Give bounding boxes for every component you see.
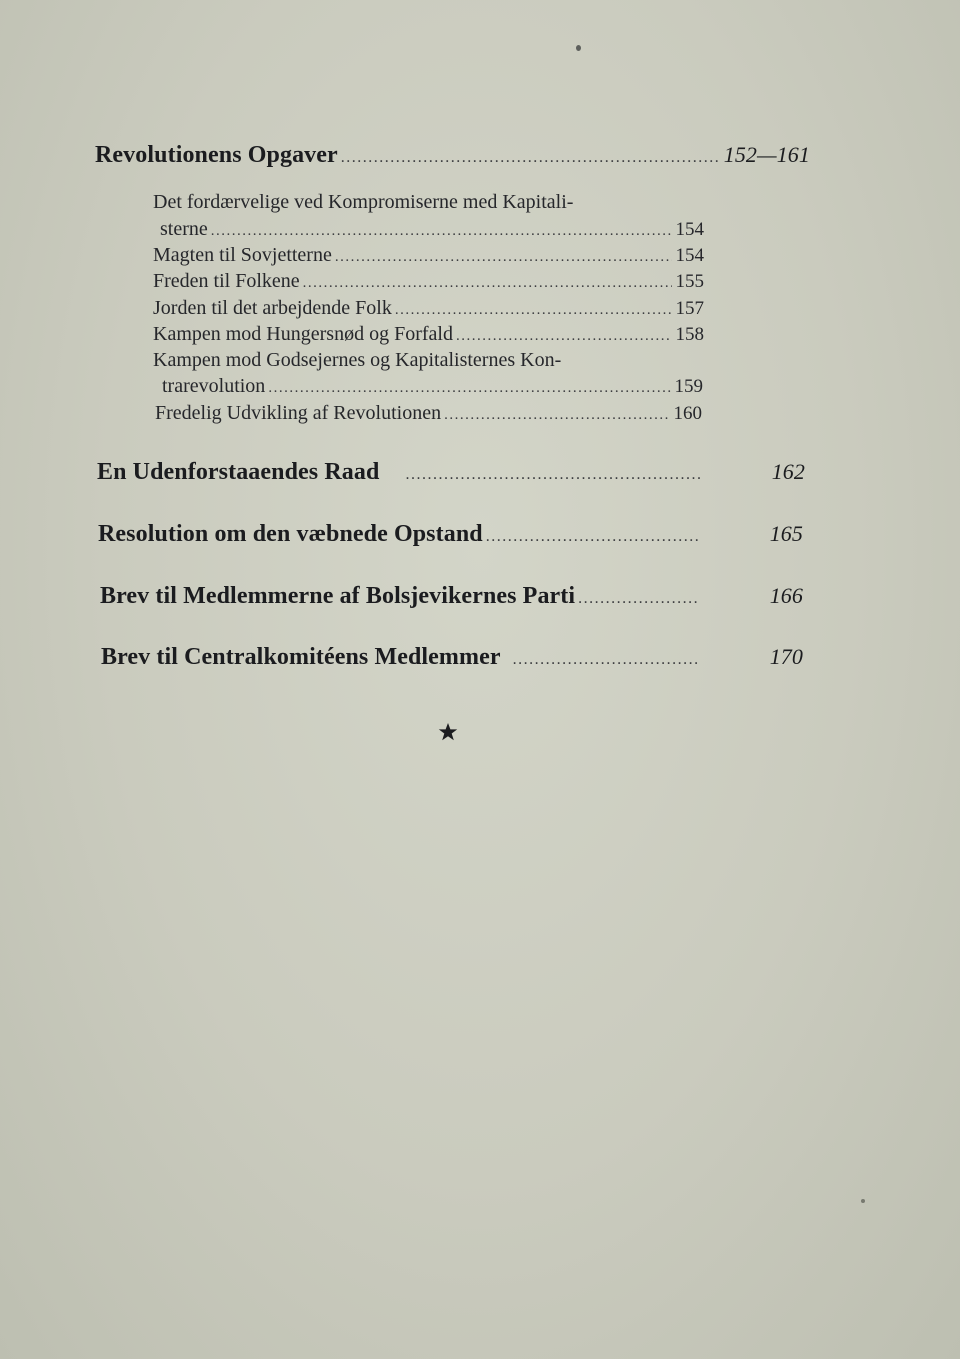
toc-subentry-kontrarevolution[interactable] [162, 375, 703, 398]
toc-subentry-kontrarevolution-line1: Kampen mod Godsejernes og Kapitalisternes Kon- [153, 349, 562, 371]
paper-speck [576, 45, 581, 51]
toc-subentry-magten[interactable] [153, 244, 704, 267]
toc-subentry-page: 158 [675, 324, 704, 345]
toc-subentry-kompromiserne-line1: Det fordærvelige ved Kompromiserne med Kapitali- [153, 191, 574, 213]
toc-subentry-title: trarevolution [162, 375, 266, 397]
toc-entry-udenforstaaendes-raad[interactable] [97, 459, 805, 486]
toc-subentry-page: 154 [675, 219, 704, 240]
toc-entry-title: Brev til Medlemmerne af Bolsjevikernes Parti [100, 583, 576, 609]
toc-subentry-page: 155 [675, 271, 704, 292]
toc-entry-page: 162 [771, 459, 805, 484]
dot-leader [578, 590, 700, 608]
star-icon [438, 722, 458, 742]
toc-entry-title: Brev til Centralkomitéens Medlemmer [101, 644, 501, 670]
dot-leader [341, 149, 720, 167]
toc-subentry-freden[interactable] [153, 270, 704, 293]
toc-subentry-page: 159 [674, 376, 703, 397]
toc-entry-page: 165 [769, 521, 803, 546]
toc-subentry-page: 157 [675, 298, 704, 319]
dot-leader [268, 380, 670, 397]
toc-subentry-page: 154 [675, 245, 704, 266]
dot-leader [211, 223, 672, 240]
toc-entry-title: En Udenforstaaendes Raad [97, 459, 380, 485]
toc-subentry-fredelig-udvikling[interactable] [155, 402, 702, 425]
dot-leader [444, 407, 669, 424]
toc-entry-resolution-opstand[interactable] [98, 521, 803, 548]
toc-subentry-title: Magten til Sovjetterne [153, 244, 332, 266]
toc-subentry-title: Fredelig Udvikling af Revolutionen [155, 402, 442, 424]
dot-leader [486, 528, 700, 546]
toc-entry-revolutionens-opgaver[interactable] [95, 142, 810, 169]
toc-subentry-jorden[interactable] [153, 297, 704, 320]
toc-subentry-title: sterne [160, 218, 208, 240]
paper-speck [861, 1199, 865, 1203]
toc-subentry-hungersnoed[interactable] [153, 323, 704, 346]
toc-subentry-page: 160 [673, 403, 702, 424]
dot-leader [405, 466, 701, 484]
toc-entry-page: 170 [769, 644, 803, 669]
toc-subentry-title: Freden til Folkene [153, 270, 300, 292]
toc-entry-page: 152—161 [723, 142, 810, 167]
toc-entry-page: 166 [769, 583, 803, 608]
dot-leader [395, 302, 672, 319]
toc-subentry-title: Kampen mod Hungersnød og Forfald [153, 323, 453, 345]
toc-entry-brev-centralkomiteen[interactable] [101, 644, 803, 671]
toc-subentry-kompromiserne[interactable] [160, 218, 704, 241]
toc-entry-title: Resolution om den væbnede Opstand [98, 521, 483, 547]
dot-leader [456, 328, 672, 345]
dot-leader [335, 249, 672, 266]
toc-entry-title: Revolutionens Opgaver [95, 142, 338, 168]
dot-leader [303, 275, 672, 292]
toc-subentry-title: Jorden til det arbejdende Folk [153, 297, 392, 319]
toc-entry-brev-medlemmerne[interactable] [100, 583, 803, 610]
dot-leader [513, 651, 700, 669]
